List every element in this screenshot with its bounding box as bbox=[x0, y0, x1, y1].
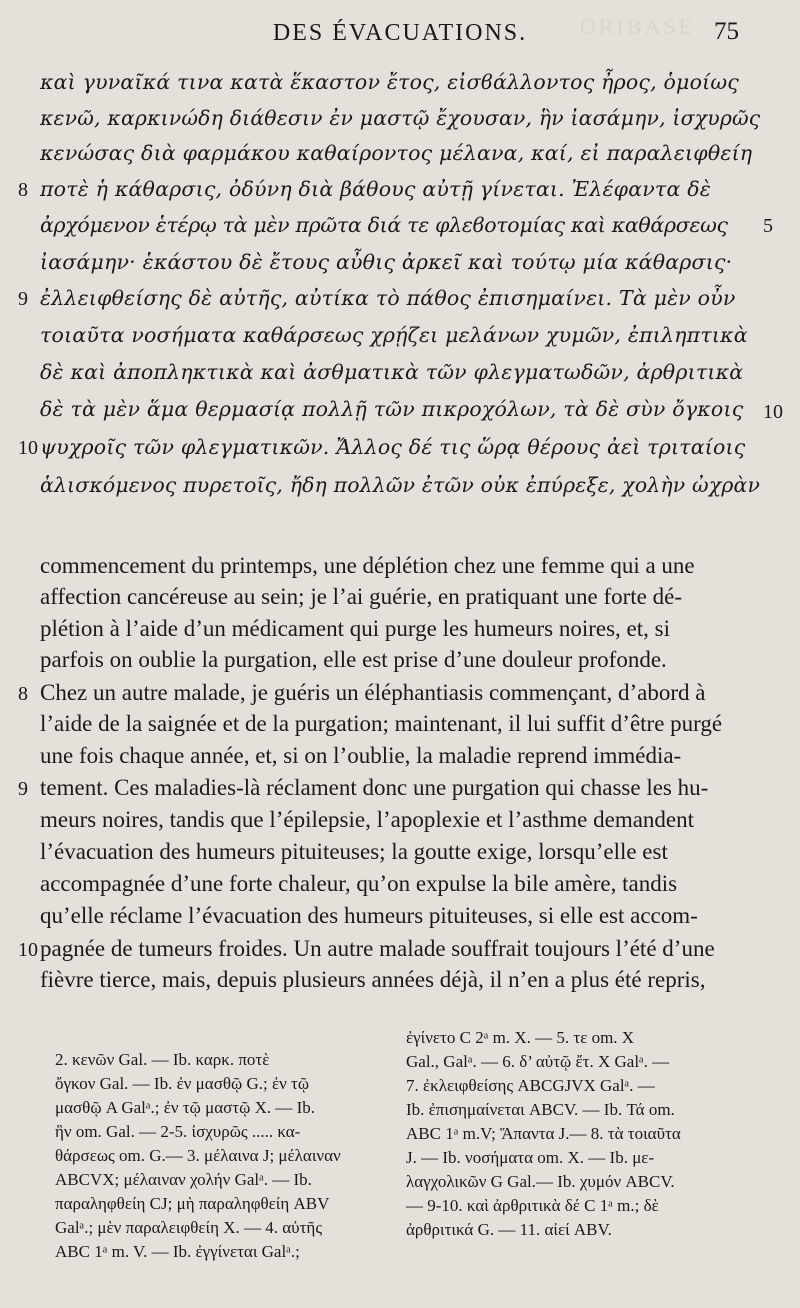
french-line: pagnée de tumeurs froides. Un autre malade souffrait toujours l’été d’une bbox=[40, 936, 715, 961]
greek-line: ποτὲ ἡ κάθαρσις, ὀδύνη διὰ βάθους αὐτῇ γίνεται. Ἐλέφαντα δὲ bbox=[40, 177, 711, 201]
footnote-line: ἣν om. Gal. — 2-5. ἰσχυρῶς ..... κα- bbox=[55, 1122, 301, 1141]
footnote-line: λαγχολικῶν G Gal.— Ib. χυμόν ABCV. bbox=[406, 1172, 675, 1191]
footnote-line: Galᵃ.; μὲν παραλειφθείη X. — 4. αὐτῆς bbox=[55, 1218, 323, 1237]
footnote-line: ABC 1ᵃ m. V. — Ib. ἐγγίνεται Galᵃ.; bbox=[55, 1242, 300, 1261]
footnote-line: 2. κενῶν Gal. — Ib. καρκ. ποτὲ bbox=[55, 1050, 270, 1069]
greek-line: τοιαῦτα νοσήματα καθάρσεως χρῄζει μελάνων χυμῶν, ἐπιληπτικὰ bbox=[40, 323, 748, 347]
french-line: parfois on oublie la purgation, elle est prise d’une douleur profonde. bbox=[40, 647, 667, 672]
footnote-line: ἐγίνετο C 2ᵃ m. X. — 5. τε om. X bbox=[406, 1028, 635, 1047]
greek-line: ψυχροῖς τῶν φλεγματικῶν. Ἄλλος δέ τις ὥρᾳ θέρους ἀεὶ τριταίοις bbox=[40, 435, 746, 459]
section-number: 10 bbox=[18, 437, 38, 459]
french-line: accompagnée d’une forte chaleur, qu’on expulse la bile amère, tandis bbox=[40, 871, 678, 896]
footnote-line: ἀρθριτικά G. — 11. αἰεί ABV. bbox=[406, 1220, 612, 1239]
french-line: fièvre tierce, mais, depuis plusieurs années déjà, il n’en a plus été repris, bbox=[40, 967, 706, 992]
section-number: 9 bbox=[18, 288, 28, 310]
greek-line: δὲ καὶ ἀποπληκτικὰ καὶ ἀσθματικὰ τῶν φλεγματωδῶν, ἀρθριτικὰ bbox=[40, 360, 744, 384]
footnote-line: παραληφθείη CJ; μὴ παραληφθείη ABV bbox=[55, 1194, 330, 1213]
footnote-line: ABC 1ᵃ m.V; Ἅπαντα J.— 8. τὰ τοιαῦτα bbox=[406, 1124, 681, 1143]
footnote-line: Gal., Galᵃ. — 6. δ’ αὐτῷ ἔτ. X Galᵃ. — bbox=[406, 1052, 670, 1071]
footnote-line: μασθῷ A Galᵃ.; ἐν τῷ μαστῷ X. — Ib. bbox=[55, 1098, 316, 1117]
french-line: tement. Ces maladies-là réclament donc une purgation qui chasse les hu- bbox=[40, 775, 709, 800]
footnote-line: J. — Ib. νοσήματα om. X. — Ib. με- bbox=[406, 1148, 655, 1167]
french-line: plétion à l’aide d’un médicament qui purge les humeurs noires, et, si bbox=[40, 616, 670, 641]
bleed-through-heading: ORIBASE bbox=[580, 14, 696, 39]
french-line: meurs noires, tandis que l’épilepsie, l’apoplexie et l’asthme demandent bbox=[40, 807, 695, 832]
greek-line: κενῶ, καρκινώδη διάθεσιν ἐν μαστῷ ἔχουσαν, ἣν ἰασάμην, ἰσχυρῶς bbox=[40, 106, 761, 130]
french-line: Chez un autre malade, je guéris un éléphantiasis commençant, d’abord à bbox=[40, 680, 706, 705]
french-line: l’évacuation des humeurs pituiteuses; la goutte exige, lorsqu’elle est bbox=[40, 839, 668, 864]
section-number: 8 bbox=[18, 179, 28, 201]
line-number: 5 bbox=[763, 215, 773, 237]
footnote-line: Ib. ἐπισημαίνεται ABCV. — Ib. Τά om. bbox=[406, 1100, 675, 1119]
french-line: commencement du printemps, une déplétion chez une femme qui a une bbox=[40, 553, 695, 578]
footnote-line: ὄγκον Gal. — Ib. ἐν μασθῷ G.; ἐν τῷ bbox=[55, 1074, 310, 1093]
greek-line: κενώσας διὰ φαρμάκου καθαίροντος μέλανα, καί, εἰ παραλειφθείη bbox=[40, 141, 753, 165]
french-line: l’aide de la saignée et de la purgation; maintenant, il lui suffit d’être purgé bbox=[40, 711, 723, 736]
greek-line: ἁλισκόμενος πυρετοῖς, ἤδη πολλῶν ἐτῶν οὐκ ἐπύρεξε, χολὴν ὠχρὰν bbox=[40, 473, 761, 497]
footnote-line: — 9-10. καὶ ἀρθριτικὰ δέ C 1ᵃ m.; δὲ bbox=[406, 1196, 659, 1215]
greek-line: ἀρχόμενον ἑτέρῳ τὰ μὲν πρῶτα διά τε φλεϐοτομίας καὶ καθάρσεως bbox=[40, 213, 728, 237]
french-line: une fois chaque année, et, si on l’oublie, la maladie reprend immédia- bbox=[40, 743, 682, 768]
french-line: qu’elle réclame l’évacuation des humeurs pituiteuses, si elle est accom- bbox=[40, 903, 698, 928]
section-number: 9 bbox=[18, 778, 28, 800]
running-title: DES ÉVACUATIONS. bbox=[272, 20, 528, 46]
section-number: 8 bbox=[18, 683, 28, 705]
greek-line: δὲ τὰ μὲν ἅμα θερμασίᾳ πολλῇ τῶν πικροχόλων, τὰ δὲ σὺν ὄγκοις bbox=[40, 397, 744, 421]
footnote-line: ABCVX; μέλαιναν χολήν Galᵃ. — Ib. bbox=[55, 1170, 312, 1189]
section-number: 10 bbox=[18, 939, 38, 961]
footnote-line: θάρσεως om. G.— 3. μέλαινα J; μέλαιναν bbox=[55, 1146, 341, 1165]
greek-line: καὶ γυναῖκά τινα κατὰ ἕκαστον ἔτος, εἰσϐάλλοντος ἦρος, ὁμοίως bbox=[40, 70, 739, 94]
line-number: 10 bbox=[763, 401, 783, 423]
greek-line: ἰασάμην· ἑκάστου δὲ ἔτους αὖθις ἀρκεῖ καὶ τούτῳ μία κάθαρσις· bbox=[40, 250, 733, 274]
greek-line: ἐλλειφθείσης δὲ αὐτῆς, αὐτίκα τὸ πάθος ἐπισημαίνει. Τὰ μὲν οὖν bbox=[40, 286, 736, 310]
footnote-line: 7. ἐκλειφθείσης ABCGJVX Galᵃ. — bbox=[406, 1076, 655, 1095]
french-line: affection cancéreuse au sein; je l’ai guérie, en pratiquant une forte dé- bbox=[40, 584, 682, 609]
page-number: 75 bbox=[714, 18, 739, 45]
